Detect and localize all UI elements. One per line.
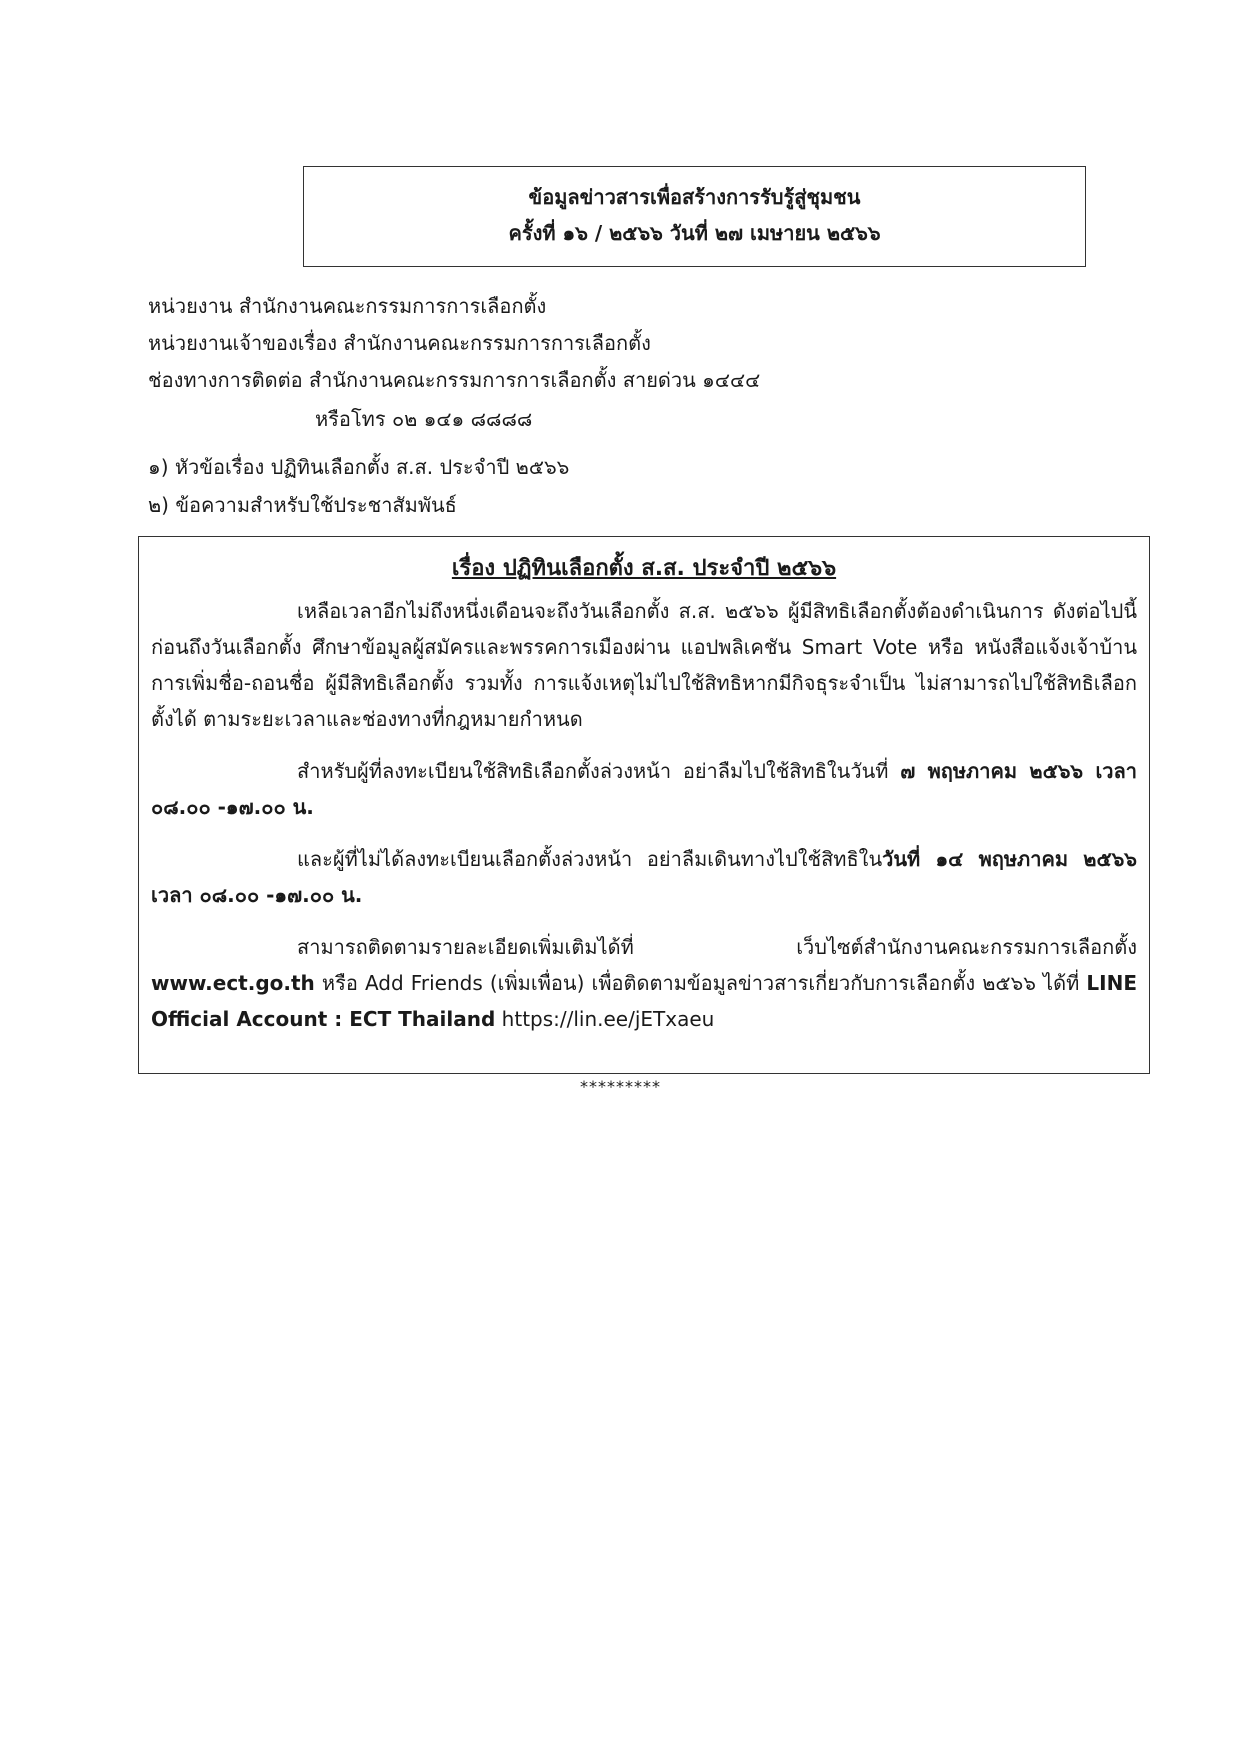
line-link[interactable]: https://lin.ee/jETxaeu: [495, 1007, 715, 1031]
owner-agency-line: หน่วยงานเจ้าของเรื่อง สำนักงานคณะกรรมการการเลือกตั้ง: [148, 331, 651, 355]
announcement-paragraph-1: [151, 593, 1137, 737]
announcement-paragraph-4: [151, 929, 1137, 1037]
message-item: ๒) ข้อความสำหรับใช้ประชาสัมพันธ์: [148, 493, 457, 517]
paragraph-3-text: และผู้ที่ไม่ได้ลงทะเบียนเลือกตั้งล่วงหน้า อย่าลืมเดินทางไปใช้สิทธิใน: [297, 847, 883, 871]
topic-item: ๑) หัวข้อเรื่อง ปฏิทินเลือกตั้ง ส.ส. ประจำปี ๒๕๖๖: [148, 455, 570, 479]
announcement-title: เรื่อง ปฏิทินเลือกตั้ง ส.ส. ประจำปี ๒๕๖๖: [451, 556, 837, 581]
paragraph-4-text: สามารถติดตามรายละเอียดเพิ่มเติมได้ที่ เว็บไซต์สำนักงานคณะกรรมการเลือกตั้ง: [297, 935, 1137, 959]
header-title: ข้อมูลข่าวสารเพื่อสร้างการรับรู้สู่ชุมชน: [528, 185, 861, 209]
end-stars: *********: [580, 1077, 661, 1096]
phone-line: หรือโทร ๐๒ ๑๔๑ ๘๘๘๘: [315, 407, 533, 431]
contact-channel-line: ช่องทางการติดต่อ สำนักงานคณะกรรมการการเลือกตั้ง สายด่วน ๑๔๔๔: [148, 368, 761, 392]
agency-line: หน่วยงาน สำนักงานคณะกรรมการการเลือกตั้ง: [148, 294, 547, 318]
paragraph-4-middle: หรือ Add Friends (เพิ่มเพื่อน) เพื่อติดตามข้อมูลข่าวสารเกี่ยวกับการเลือกตั้ง ๒๕๖๖ ได้ที่: [314, 971, 1087, 995]
line-account-label: LINE Official Account : ECT Thailand: [151, 971, 1137, 1031]
election-day-date: วันที่ ๑๔ พฤษภาคม ๒๕๖๖ เวลา ๐๘.๐๐ -๑๗.๐๐ น.: [151, 847, 1137, 907]
paragraph-1-text: เหลือเวลาอีกไม่ถึงหนึ่งเดือนจะถึงวันเลือกตั้ง ส.ส. ๒๕๖๖ ผู้มีสิทธิเลือกตั้งต้องดำเนินการ ดังต่อไปนี้ ก่อนถึงวันเลือกตั้ง ศึกษาข้อมูลผู้สมัครและพรรคการเมืองผ่าน แอปพลิเคชัน Smart Vote หรือ หนังสือแจ้งเจ้าบ้าน การเพิ่มชื่อ-ถอนชื่อ ผู้มีสิทธิเลือกตั้ง รวมทั้ง การแจ้งเหตุไม่ไปใช้สิทธิหากมีกิจธุระจำเป็น ไม่สามารถไปใช้สิทธิเลือกตั้งได้ ตามระยะเวลาและช่องทางที่กฎหมายกำหนด: [151, 599, 1137, 731]
paragraph-2-text: สำหรับผู้ที่ลงทะเบียนใช้สิทธิเลือกตั้งล่วงหน้า อย่าลืมไปใช้สิทธิในวันที่: [297, 759, 901, 783]
announcement-box: [138, 536, 1150, 1074]
website-link[interactable]: www.ect.go.th: [151, 971, 315, 995]
header-issue-date: ครั้งที่ ๑๖ / ๒๕๖๖ วันที่ ๒๗ เมษายน ๒๕๖๖: [508, 221, 881, 245]
announcement-paragraph-2: [151, 753, 1137, 825]
advance-vote-date: ๗ พฤษภาคม ๒๕๖๖ เวลา ๐๘.๐๐ -๑๗.๐๐ น.: [151, 759, 1137, 819]
header-box: [303, 166, 1086, 267]
announcement-paragraph-3: [151, 841, 1137, 913]
